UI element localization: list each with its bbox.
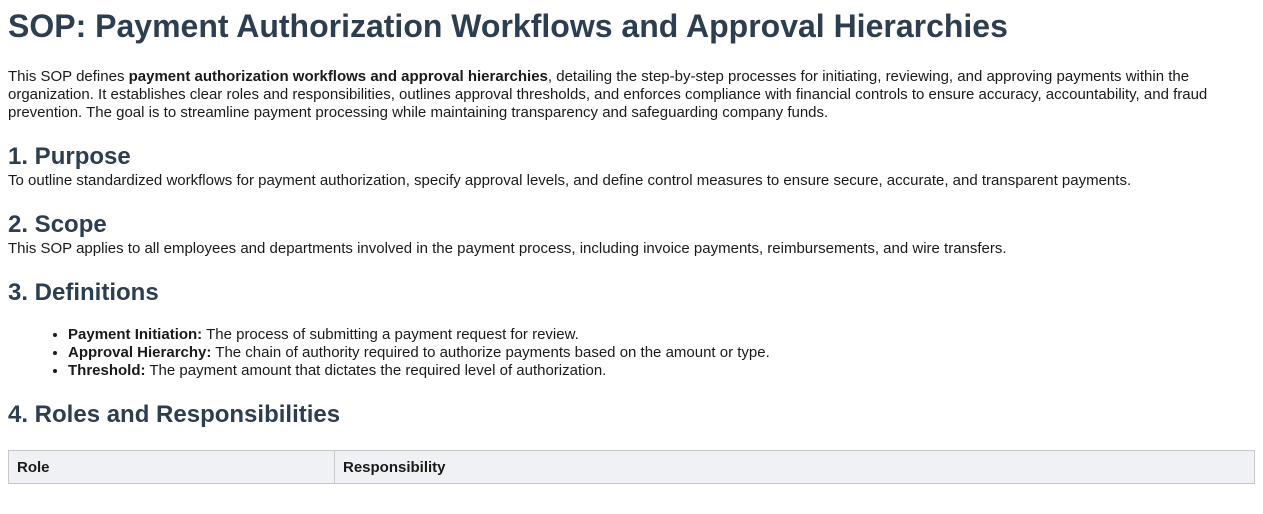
section-heading-definitions: 3. Definitions — [8, 279, 159, 306]
list-item — [68, 344, 1255, 362]
definition-term: Threshold: — [68, 362, 146, 379]
column-header-responsibility: Responsibility — [335, 451, 1255, 484]
intro-text-start: This SOP defines — [8, 68, 129, 85]
list-item — [68, 362, 1255, 380]
section-heading-scope: 2. Scope — [8, 211, 107, 238]
definition-text: The payment amount that dictates the required level of authorization. — [145, 362, 607, 379]
definitions-list — [8, 326, 1255, 380]
definition-text: The process of submitting a payment request for review. — [202, 326, 579, 343]
list-item — [68, 326, 1255, 344]
definition-term: Payment Initiation: — [68, 326, 203, 343]
purpose-text: To outline standardized workflows for payment authorization, specify approval levels, and define control measures to ensure secure, accurate, and transparent payments. — [8, 172, 1132, 189]
section-heading-roles: 4. Roles and Responsibilities — [8, 401, 341, 428]
page-title: SOP: Payment Authorization Workflows and Approval Hierarchies — [8, 8, 1008, 44]
definition-text: The chain of authority required to authorize payments based on the amount or type. — [211, 344, 770, 361]
column-header-role: Role — [9, 451, 335, 484]
definition-term: Approval Hierarchy: — [68, 344, 212, 361]
table-header-row — [9, 451, 1255, 484]
intro-text-end: , detailing the step-by-step processes for initiating, reviewing, and approving payments within the organization. It establishes clear roles and responsibilities, outlines approval thresholds, and enforces compliance with financial controls to ensure accuracy, accountability, and fraud prevention. The goal is to streamline payment processing while maintaining transparency and safeguarding company funds. — [8, 68, 1208, 121]
intro-bold-phrase: payment authorization workflows and approval hierarchies — [128, 68, 548, 85]
scope-text: This SOP applies to all employees and departments involved in the payment process, including invoice payments, reimbursements, and wire transfers. — [8, 240, 1007, 257]
roles-table — [8, 450, 1255, 484]
section-heading-purpose: 1. Purpose — [8, 143, 131, 170]
intro-paragraph — [8, 68, 1248, 122]
